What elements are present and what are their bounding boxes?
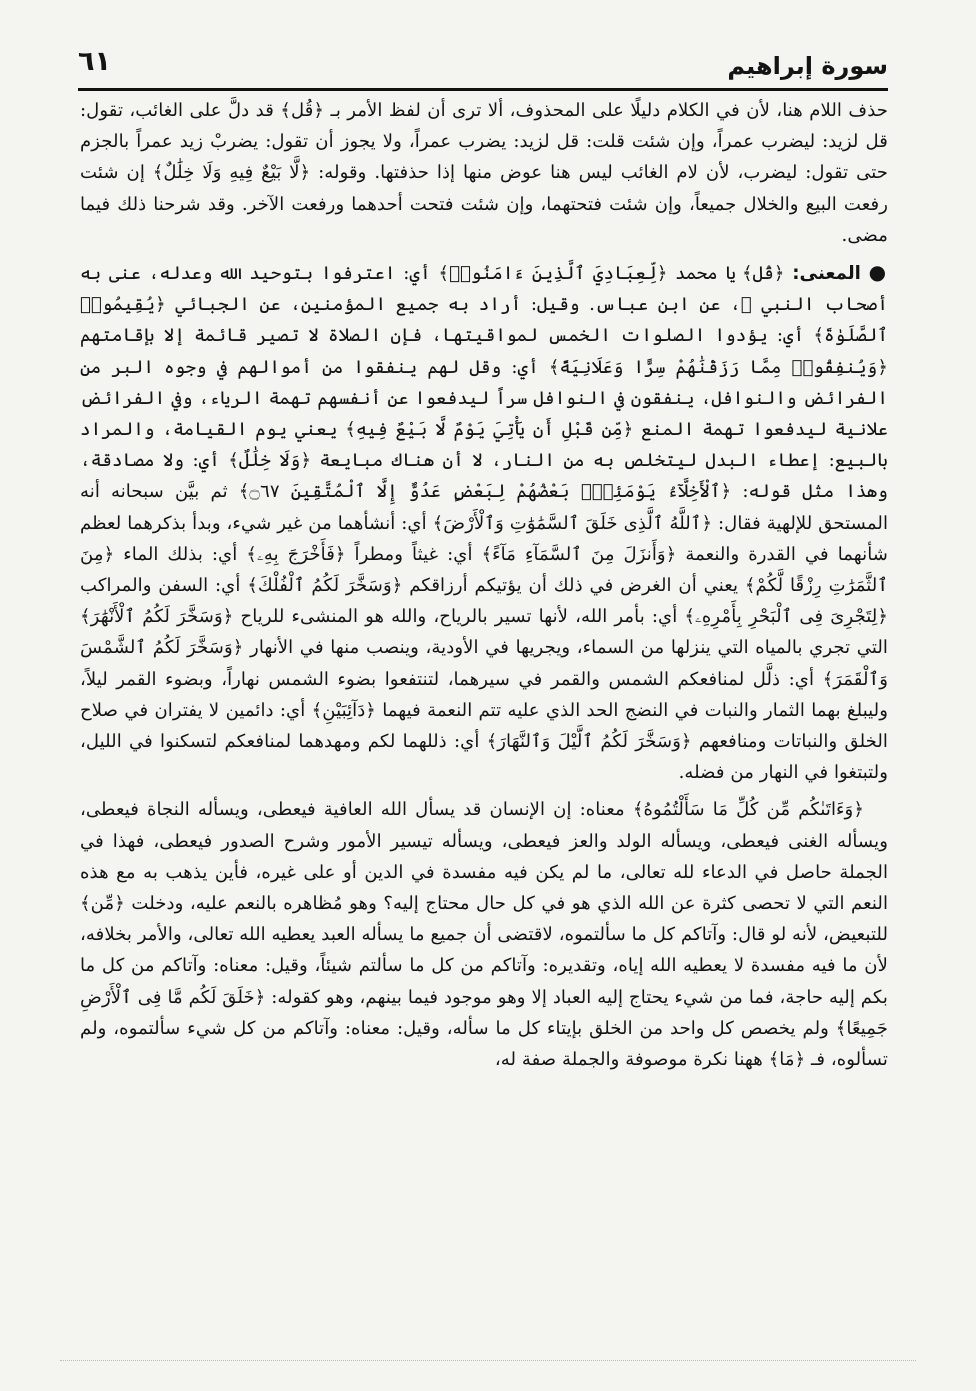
page-header [78,38,888,88]
paragraph-meaning [80,257,888,788]
header-rule [78,88,888,91]
page-body [80,95,888,1075]
paragraph-meaning-text: ﴿قُل﴾ يا محمد ﴿لِّعِبَادِيَ ٱلَّذِينَ ءَامَنُوا۟﴾ أي: اعترفوا بتوحيد الله وعدله، عنى به أصحاب النبي ﷺ، عن ابن عباس. وقيل: أراد به جميع المؤمنين، عن الجبائي ﴿يُقِيمُوا۟ ٱلصَّلَوٰةَ﴾ أي: يؤدوا الصلوات الخمس لمواقيتها، فإن الصلاة لا تصير قائمة إلا بإقامتهم ﴿وَيُنفِقُوا۟ مِمَّا رَزَقْنَٰهُمْ سِرًّا وَعَلَانِيَةً﴾ أي: وقل لهم ينفقوا من أموالهم في وجوه البر من الفرائض والنوافل، ينفقون في النوافل سراً ليدفعوا عن أنفسهم تهمة الرياء، وفي الفرائض علانية ليدفعوا تهمة المنع ﴿مِّن قَبْلِ أَن يَأْتِيَ يَوْمٌ لَّا بَيْعٌ فِيهِ﴾ يعني يوم القيامة، والمراد بالبيع: إعطاء البدل ليتخلص به من النار، لا أن هناك مبايعة ﴿وَلَا خِلَٰلٌ﴾ أي: ولا مصادقة، وهذا مثل قوله: ﴿ٱلْأَخِلَّآءُ يَوْمَئِذٍۭ بَعْضُهُمْ لِبَعْضٍ عَدُوٌّ إِلَّا ٱلْمُتَّقِينَ ۝٦٧﴾ ثم بيَّن سبحانه أنه المستحق للإلهية فقال: ﴿ٱللَّهُ ٱلَّذِى خَلَقَ ٱلسَّمَٰوَٰتِ وَٱلْأَرْضَ﴾ أي: أنشأهما من غير شيء، وبدأ بذكرهما لعظم شأنهما في القدرة والنعمة ﴿وَأَنزَلَ مِنَ ٱلسَّمَآءِ مَآءً﴾ أي: غيثاً ومطراً ﴿فَأَخْرَجَ بِهِۦ﴾ أي: بذلك الماء ﴿مِنَ ٱلثَّمَرَٰتِ رِزْقًا لَّكُمْ﴾ يعني أن الغرض في ذلك أن يؤتيكم أرزاقكم ﴿وَسَخَّرَ لَكُمُ ٱلْفُلْكَ﴾ أي: السفن والمراكب ﴿لِتَجْرِىَ فِى ٱلْبَحْرِ بِأَمْرِهِۦ﴾ أي: بأمر الله، لأنها تسير بالرياح، والله هو المنشىء للرياح ﴿وَسَخَّرَ لَكُمُ ٱلْأَنْهَٰرَ﴾ التي تجري بالمياه التي ينزلها من السماء، ويجريها في الأودية، وينصب منها في الأنهار ﴿وَسَخَّرَ لَكُمُ ٱلشَّمْسَ وَٱلْقَمَرَ﴾ أي: ذلَّل لمنافعكم الشمس والقمر في سيرهما، لتنتفعوا بضوء الشمس نهاراً، وبضوء القمر ليلاً، وليبلغ بهما الثمار والنبات في النضج الحد الذي عليه تتم النعمة فيهما ﴿دَآئِبَيْنِ﴾ أي: دائمين لا يفتران في صلاح الخلق والنباتات ومنافعهم ﴿وَسَخَّرَ لَكُمُ ٱلَّيْلَ وَٱلنَّهَارَ﴾ أي: ذللهما لكم ومهدهما لمنافعكم لتسكنوا في الليل، ولتبتغوا في النهار من فضله. [80,263,888,784]
page-number: ٦١ [78,46,111,77]
bullet-icon: ● [868,260,888,285]
scan-edge [60,1360,916,1367]
paragraph-grammar: حذف اللام هنا، لأن في الكلام دليلًا على المحذوف، ألا ترى أن لفظ الأمر بـ ﴿قُل﴾ قد دلَّ على الغائب، تقول: قل لزيد: ليضرب عمراً، وإن شئت قلت: قل لزيد: يضرب عمراً، ولا يجوز أن تقول: يضربْ زيد عمراً بالجزم حتى تقول: ليضرب، لأن لام الغائب ليس هنا عوض منها إذا حذفتها. وقوله: ﴿لَّا بَيْعٌ فِيهِ وَلَا خِلَٰلٌ﴾ إن شئت رفعت البيع والخلال جميعاً، وإن شئت فتحتهما، وإن شئت فتحت أحدهما ورفعت الآخر. وقد شرحنا ذلك فيما مضى. [80,100,888,246]
surah-title: سورة إبراهيم [727,52,888,80]
paragraph-commentary: ﴿وَءَاتَىٰكُم مِّن كُلِّ مَا سَأَلْتُمُوهُ﴾ معناه: إن الإنسان قد يسأل الله العافية فيعطى، ويسأله النجاة فيعطى، ويسأله الغنى فيعطى، ويسأله الولد والعز فيعطى، ويسأله تيسير الأمور وشرح الصدور فيعطى، فهذا في الجملة حاصل في الدعاء لله تعالى، ما لم يكن فيه مفسدة في الدين أو على غيره، فأين يذهب به مع هذه النعم التي لا تحصى كثرة عن الله الذي هو في كل حال محتاج إليه؟ وهو مُظاهره بالنعم عليه، ودخلت ﴿مِّن﴾ للتبعيض، لأنه لو قال: وآتاكم كل ما سألتموه، لاقتضى أن جميع ما يسأله العبد يعطيه الله تعالى، والأمر بخلافه، لأن ما فيه مفسدة لا يعطيه الله إياه، وتقديره: وآتاكم من كل ما سألتم شيئاً، وقيل: معناه: وآتاكم من كل ما بكم إليه حاجة، فما من شيء يحتاج إليه العباد إلا وهو موجود فيما بينهم، وهو كقوله: ﴿خَلَقَ لَكُم مَّا فِى ٱلْأَرْضِ جَمِيعًا﴾ ولم يخصص كل واحد من الخلق بإيتاء كل ما سأله، وقيل: معناه: وآتاكم من كل شيء سألتموه، ولم تسألوه، فـ ﴿مَا﴾ ههنا نكرة موصوفة والجملة صفة له، [80,799,889,1071]
section-term: المعنى: [792,263,861,285]
